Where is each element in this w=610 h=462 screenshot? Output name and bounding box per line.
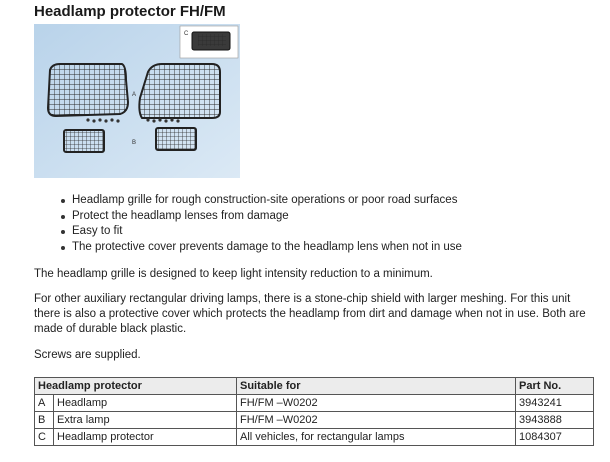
grille-right-shape [139,64,220,118]
image-label-a: A [132,92,137,98]
table-row [35,412,594,429]
row-part-no: 3943888 [516,412,594,429]
paragraph-intensity: The headlamp grille is designed to keep light intensity reduction to a minimum. [34,268,433,280]
product-photo [34,24,240,178]
row-suitable: FH/FM –W0202 [237,412,516,429]
page-title: Headlamp protector FH/FM [34,3,226,20]
parts-table [34,377,594,446]
list-item: The protective cover prevents damage to the headlamp lens when not in use [56,240,462,256]
row-letter: C [35,429,54,446]
table-header-row [35,378,594,395]
grille-left-shape [48,64,128,116]
row-suitable: All vehicles, for rectangular lamps [237,429,516,446]
row-letter: A [35,395,54,412]
list-item: Protect the headlamp lenses from damage [56,209,462,225]
image-label-c: C [184,31,189,37]
row-part-no: 3943241 [516,395,594,412]
table-row [35,429,594,446]
grille-small-right-shape [156,128,196,150]
row-product: Headlamp [54,395,237,412]
list-item: Easy to fit [56,224,462,240]
header-suitable-for: Suitable for [237,378,516,395]
paragraph-screws: Screws are supplied. [34,349,141,361]
paragraph-auxiliary: For other auxiliary rectangular driving lamps, there is a stone-chip shield with larger meshing. For this unit there is also a protective cover which protects the headlamp from dirt and damage when not in use. Both are made of durable black plastic. [34,293,586,335]
image-label-b: B [132,140,137,146]
row-product: Extra lamp [54,412,237,429]
row-part-no: 1084307 [516,429,594,446]
list-item: Headlamp grille for rough construction-site operations or poor road surfaces [56,193,462,209]
row-product: Headlamp protector [54,429,237,446]
header-headlamp-protector: Headlamp protector [35,378,237,395]
header-part-no: Part No. [516,378,594,395]
row-letter: B [35,412,54,429]
row-suitable: FH/FM –W0202 [237,395,516,412]
table-row [35,395,594,412]
grille-small-left-shape [64,130,104,152]
feature-list [56,193,462,255]
